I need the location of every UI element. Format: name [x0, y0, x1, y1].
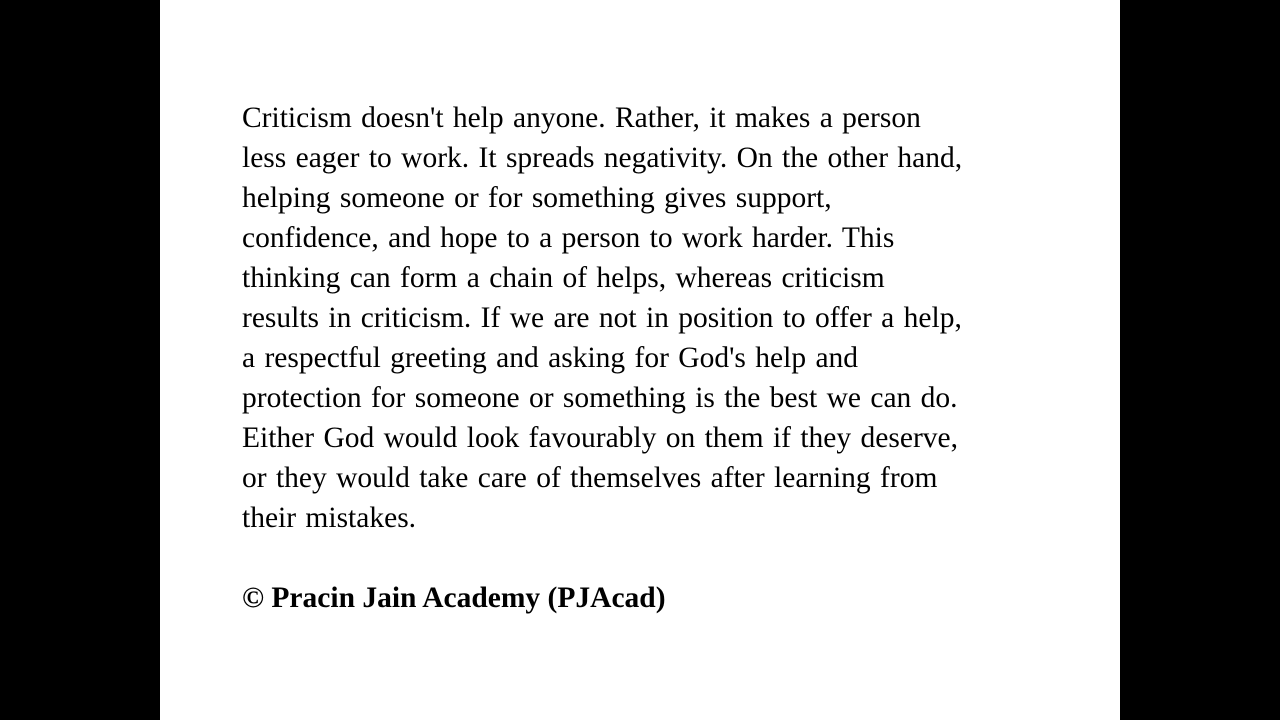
slide	[160, 0, 1120, 720]
paragraph-line: a respectful greeting and asking for God's help and	[242, 342, 859, 374]
copyright-notice: © Pracin Jain Academy (PJAcad)	[242, 582, 666, 614]
paragraph-line: helping someone or for something gives support,	[242, 182, 832, 214]
paragraph-line: protection for someone or something is the best we can do.	[242, 382, 958, 414]
paragraph-line: confidence, and hope to a person to work harder. This	[242, 222, 895, 254]
paragraph-line: less eager to work. It spreads negativity. On the other hand,	[242, 142, 963, 174]
paragraph-line: Either God would look favourably on them if they deserve,	[242, 422, 958, 454]
paragraph-line: or they would take care of themselves after learning from	[242, 462, 938, 494]
paragraph-line: results in criticism. If we are not in position to offer a help,	[242, 302, 962, 334]
paragraph-line: thinking can form a chain of helps, whereas criticism	[242, 262, 885, 294]
paragraph-line: Criticism doesn't help anyone. Rather, it makes a person	[242, 102, 921, 134]
quote-paragraph	[242, 98, 1042, 538]
paragraph-line: their mistakes.	[242, 502, 417, 534]
